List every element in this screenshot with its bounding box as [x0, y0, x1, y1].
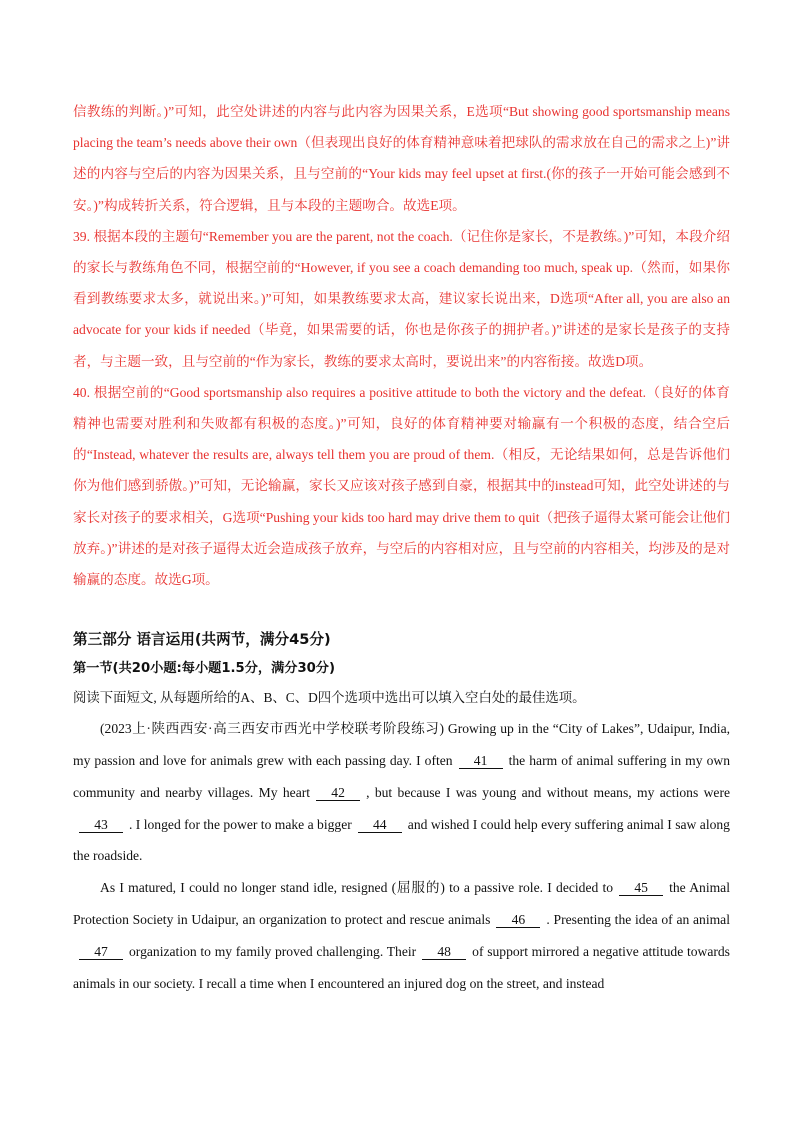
section-title: 第三部分 语言运用(共两节，满分45分) [73, 631, 331, 649]
passage-paragraph-1 [73, 713, 730, 872]
passage-text: the Animal Protection Society in Udaipur, an organization to protect and rescue animals [73, 880, 730, 928]
passage-text: organization to my family proved challenging. Their [129, 943, 417, 959]
blank-45: 45 [619, 881, 663, 896]
passage-text: (2023上·陕西西安·高三西安市西光中学校联考阶段练习) Growing up in the “City of Lakes”, Udaipur, India, my passion and love for animals grew with each passing day. I often [73, 721, 730, 769]
passage-text: . I longed for the power to make a bigger [129, 816, 352, 832]
blank-43: 43 [79, 818, 123, 833]
blank-41: 41 [459, 754, 503, 769]
subsection-title: 第一节(共20小题:每小题1.5分，满分30分) [73, 661, 336, 677]
blank-46: 46 [496, 913, 540, 928]
explanation-38-continued: 信教练的判断。)”可知，此空处讲述的内容与此内容为因果关系，E选项“But showing good sportsmanship means placing the team’s needs above their own（但表现出良好的体育精神意味着把球队的需求放在自己的需求之上)”讲述的内容与空后的内容为因果关系，且与空前的“Your kids may feel upset at first.(你的孩子一开始可能会感到不安。)”构成转折关系，符合逻辑，且与本段的主题吻合。故选E项。 [73, 104, 730, 213]
passage-text: As I matured, I could no longer stand idle, resigned (屈服的) to a passive role. I decided to [100, 880, 614, 896]
passage-paragraph-2 [73, 872, 730, 999]
passage-text: , but because I was young and without means, my actions were [366, 784, 730, 800]
instruction-text: 阅读下面短文, 从每题所给的A、B、C、D四个选项中选出可以填入空白处的最佳选项。 [73, 690, 586, 706]
blank-48: 48 [422, 945, 466, 960]
explanation-39: 39. 根据本段的主题句“Remember you are the parent, not the coach.（记住你是家长，不是教练。)”可知，本段介绍的家长与教练角色不同，根据空前的“However, if you see a coach demanding too much, speak up.（然而，如果你看到教练要求太多，就说出来。)”可知，如果教练要求太高，建议家长说出来，D选项“After all, you are also an advocate for your kids if needed（毕竟，如果需要的话，你也是你孩子的拥护者。)”讲述的是家长是孩子的支持者，与主题一致，且与空前的“作为家长，教练的要求太高时，要说出来”的内容衔接。故选D项。 [73, 228, 730, 369]
passage-text: the harm of animal suffering in my own community and nearby villages. My heart [73, 753, 731, 800]
explanation-40: 40. 根据空前的“Good sportsmanship also requires a positive attitude to both the victory and the defeat.（良好的体育精神也需要对胜利和失败都有积极的态度。)”可知，良好的体育精神要对输赢有一个积极的态度，结合空后的“Instead, whatever the results are, always tell them you are proud of them.（相反，无论结果如何，总是告诉他们你为他们感到骄傲。)”可知，无论输赢，家长又应该对孩子感到自豪，根据其中的instead可知，此空处讲述的与家长对孩子的要求相关，G选项“Pushing your kids too hard may drive them to quit（把孩子逼得太紧可能会让他们放弃。)”讲述的是对孩子逼得太近会造成孩子放弃，与空后的内容相对应，且与空前的内容相关，均涉及的是对输赢的态度。故选G项。 [73, 384, 730, 588]
blank-47: 47 [79, 945, 123, 960]
blank-42: 42 [316, 786, 360, 801]
passage-text: and wished I could help every suffering animal I saw along the roadside. [73, 816, 730, 864]
passage-text: of support mirrored a negative attitude towards animals in our society. I recall a time when I encountered an injured dog on the street, and instead [73, 943, 730, 991]
document-page [73, 96, 730, 999]
blank-44: 44 [358, 818, 402, 833]
passage-text: . Presenting the idea of an animal [546, 912, 730, 928]
